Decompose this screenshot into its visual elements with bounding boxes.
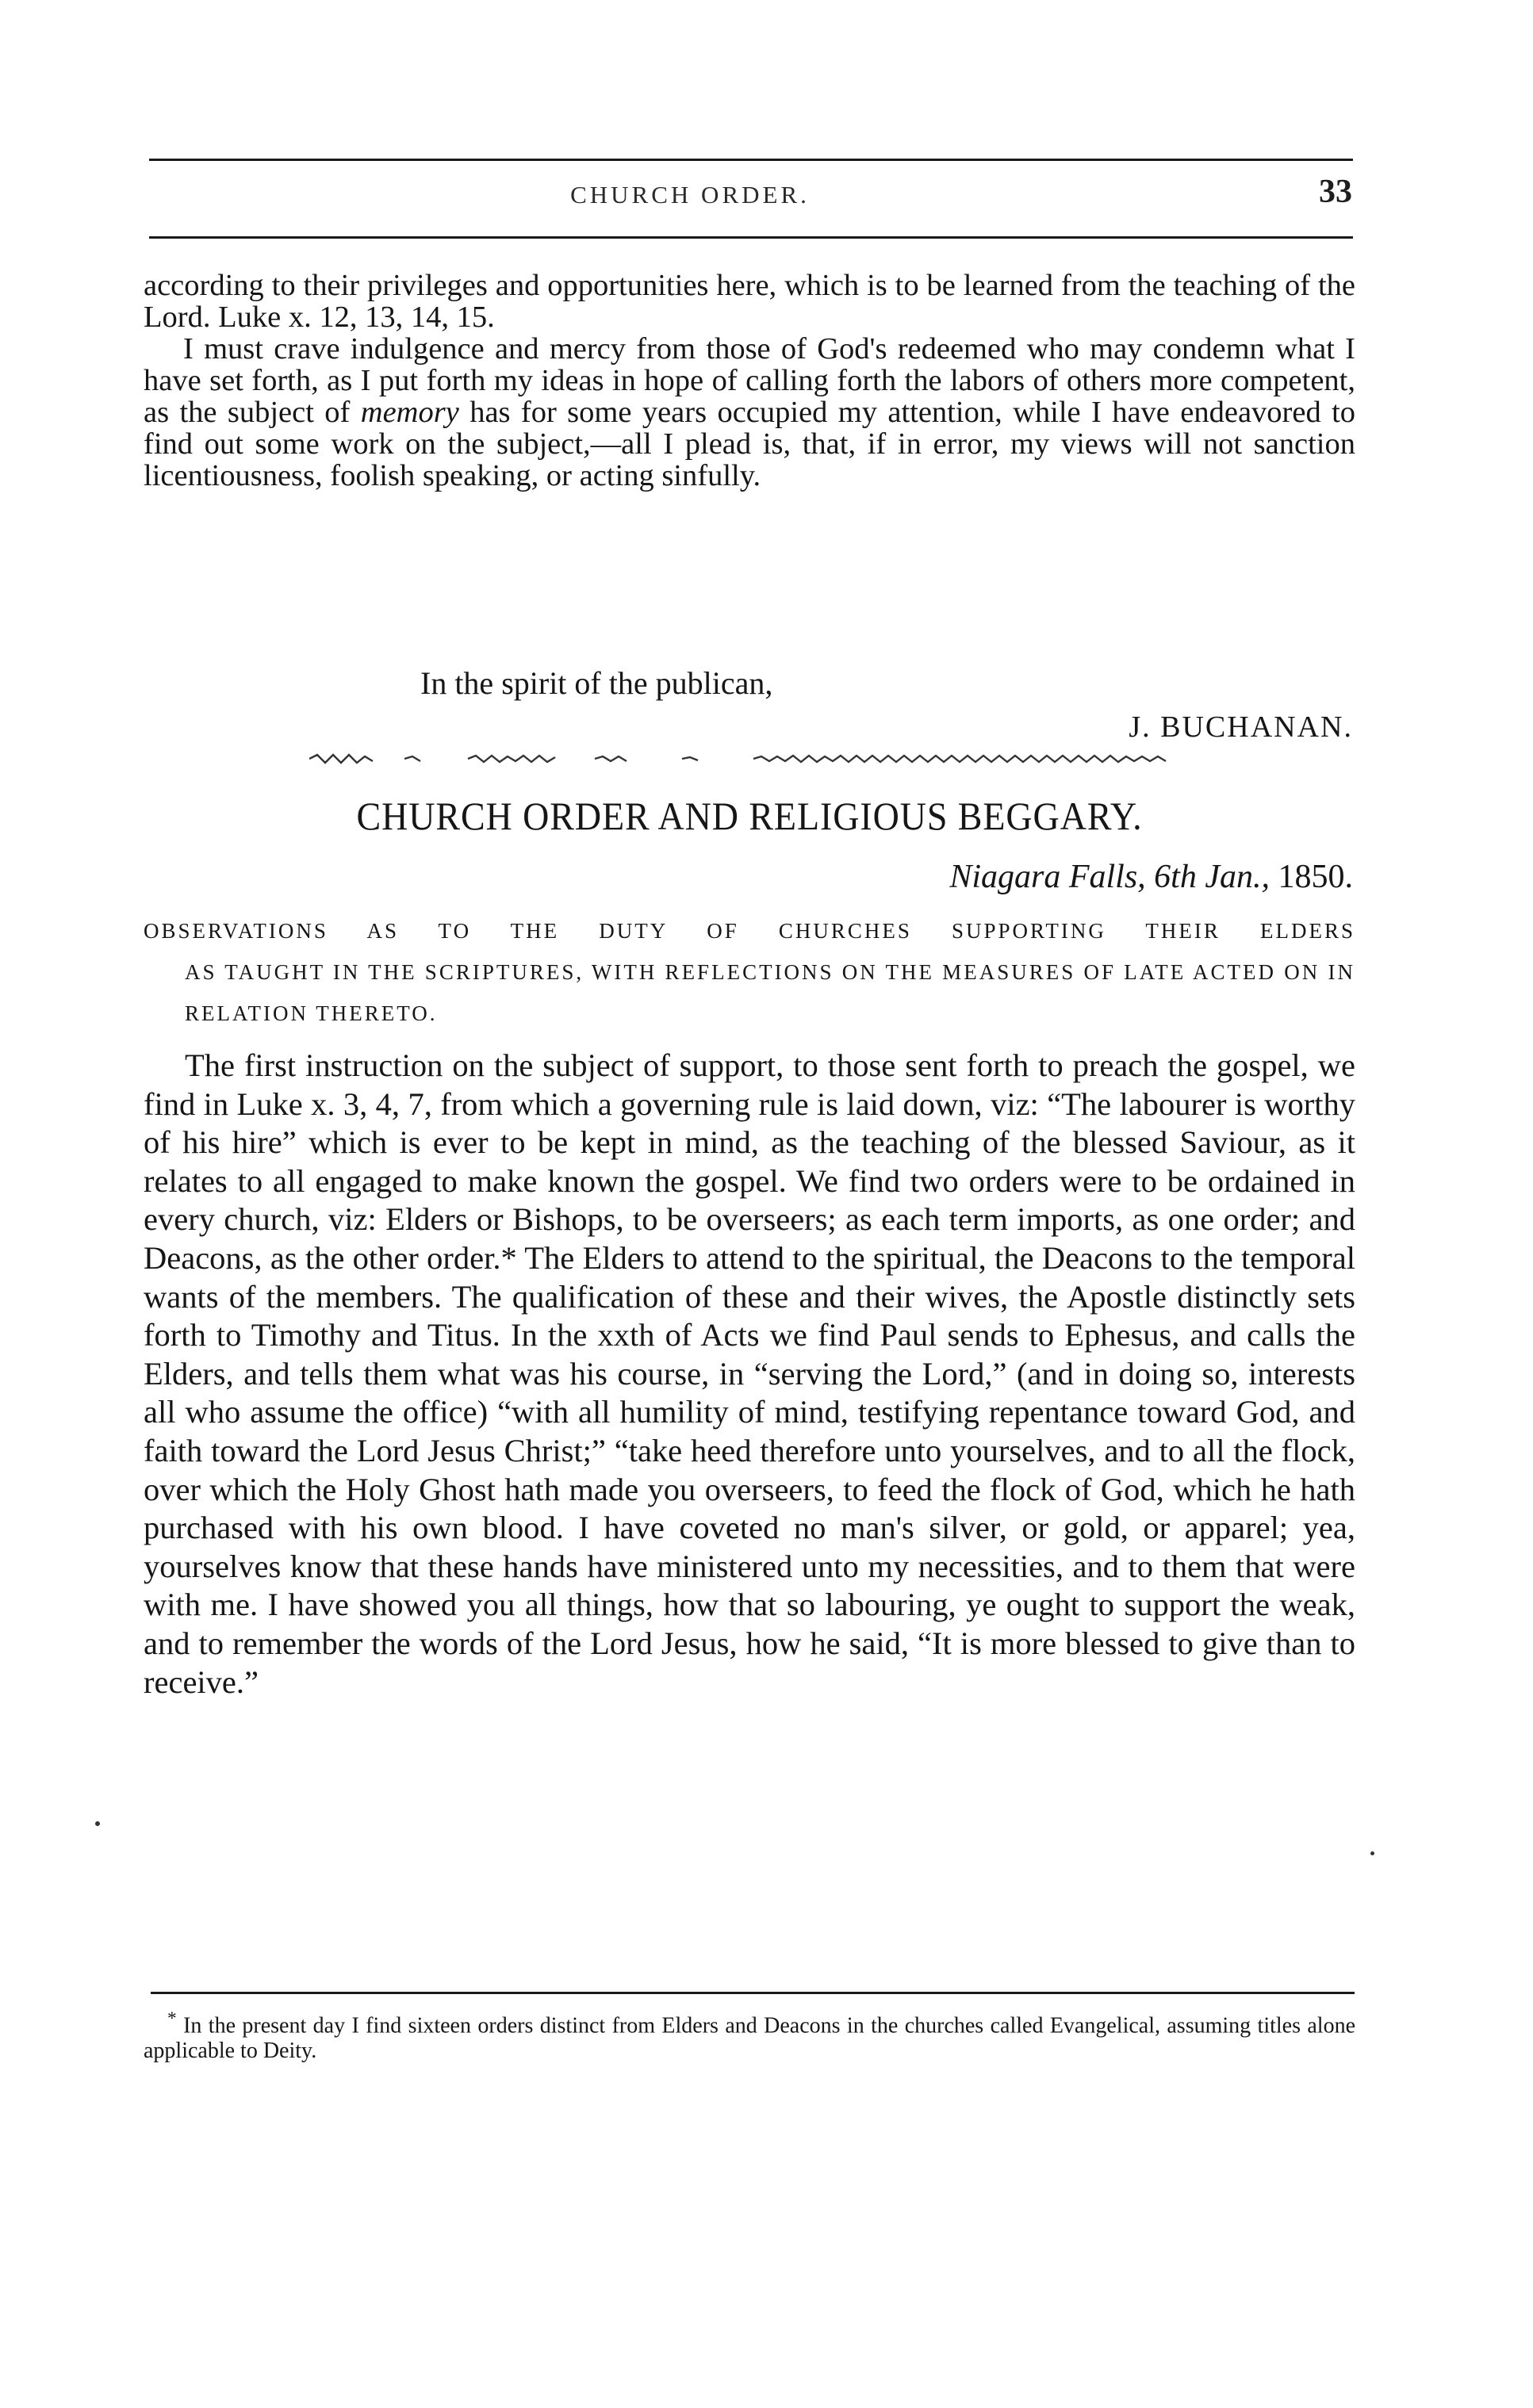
ornamental-divider <box>309 753 1190 764</box>
header-top-rule <box>149 159 1353 161</box>
scripture-reference: Luke x. 12, 13, 14, 15. <box>218 301 495 334</box>
margin-mark <box>1370 1851 1374 1855</box>
footnote-rule <box>151 1992 1355 1994</box>
article-subtitle <box>144 910 1355 1034</box>
margin-mark <box>95 1821 100 1826</box>
article-body <box>144 1047 1355 1702</box>
dateline-place: Niagara Falls, 6th Jan., <box>949 859 1270 895</box>
body-paragraph: The first instruction on the subject of support, to those sent forth to preach the gospel, we find in Luke x. 3, 4, 7, from which a governing rule is laid down, viz: “The labourer is worthy of his hire” which is ever to be kept in mind, as the teaching of the blessed Saviour, as it relates to all engaged to make known the gospel. We find two orders were to be ordained in every church, viz: Elders or Bishops, to be overseers; as each term imports, as one order; and Deacons, as the other order.* The Elders to attend to the spiritual, the Deacons to the temporal wants of the members. The qualification of these and their wives, the Apostle distinctly sets forth to Timothy and Titus. In the xxth of Acts we find Paul sends to Ephesus, and calls the Elders, and tells them what was his course, in “serving the Lord,” (and in doing so, interests all who assume the office) “with all humility of mind, testifying repentance toward God, and faith toward the Lord Jesus Christ;” “take heed therefore unto yourselves, and to all the flock, over which the Holy Ghost hath made you overseers, to feed the flock of God, which he hath purchased with his own blood. I have coveted no man's silver, or gold, or apparel; yea, yourselves know that these hands have ministered unto my necessities, and to them that were with me. I have showed you all things, how that so labouring, ye ought to support the weak, and to remember the words of the Lord Jesus, how he said, “It is more blessed to give than to receive.” <box>144 1047 1355 1700</box>
letter-signature: J. BUCHANAN. <box>1129 710 1353 744</box>
article-dateline <box>714 858 1353 896</box>
footnote-text: * In the present day I find sixteen orders distinct from Elders and Deacons in the churches called Evangelical, assuming titles alone applicable to Deity. <box>144 2008 1356 2064</box>
letter-plea-paragraph: I must crave indulgence and mercy from those of God's redeemed who may condemn what I have set forth, as I put forth my ideas in hope of calling forth the labors of others more competent, as the subject of memory has for some years occupied my attention, while I have endeavored to find out some work on the subject,—all I plead is, that, if in error, my views will not sanction licentiousness, foolish speaking, or acting sinfully. <box>144 332 1356 492</box>
footnote <box>144 2006 1355 2064</box>
italic-word: memory <box>360 396 459 429</box>
footnote-marker: * <box>167 2008 177 2029</box>
page-number: 33 <box>1319 174 1352 210</box>
article-title: CHURCH ORDER AND RELIGIOUS BEGGARY. <box>356 794 1143 838</box>
running-header: CHURCH ORDER. <box>570 181 810 209</box>
header-bottom-rule <box>149 236 1353 239</box>
letter-conclusion <box>144 270 1355 492</box>
subtitle-remainder: AS TAUGHT IN THE SCRIPTURES, WITH REFLECTIONS ON THE MEASURES OF LATE ACTED ON IN RELATION THERETO. <box>185 960 1355 1025</box>
letter-closing: In the spirit of the publican, <box>420 665 773 701</box>
letter-opening-paragraph: according to their privileges and opportunities here, which is to be learned from the teaching of the Lord. Luke x. 12, 13, 14, 15. <box>144 269 1355 334</box>
subtitle-line-1: OBSERVATIONS AS TO THE DUTY OF CHURCHES SUPPORTING THEIR ELDERS <box>144 919 1355 943</box>
dateline-year: 1850. <box>1278 859 1353 895</box>
